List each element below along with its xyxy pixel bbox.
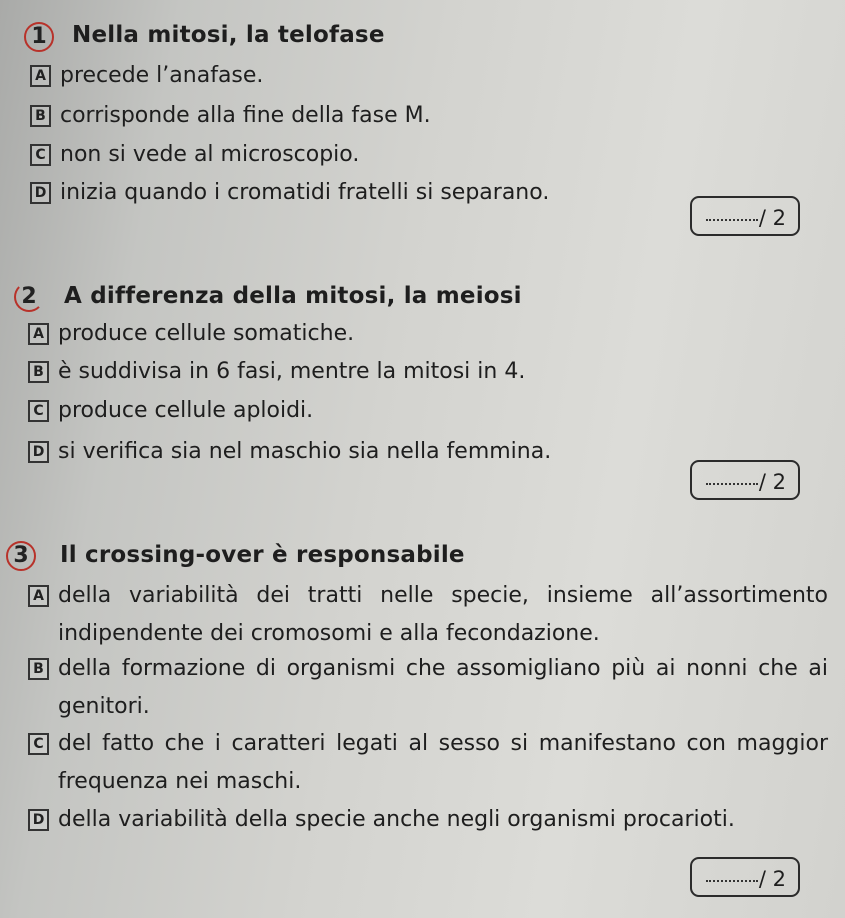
option-letter: D [30, 182, 51, 204]
score-box[interactable] [690, 196, 800, 236]
option-letter: A [28, 585, 49, 607]
option-text: della variabilità dei tratti nelle specie, insieme all’assortimento indipendente dei cromosomi e alla fecondazione. [58, 583, 828, 646]
score-total: / 2 [758, 867, 786, 891]
option-text: produce cellule somatiche. [58, 321, 355, 346]
option-text: non si vede al microscopio. [60, 142, 360, 167]
score-box[interactable] [690, 857, 800, 897]
option-letter: D [28, 441, 49, 463]
score-blank[interactable] [706, 483, 758, 485]
option-text: della formazione di organismi che assomigliano più ai nonni che ai genitori. [58, 656, 828, 719]
option-letter: C [30, 144, 51, 166]
question-title: A differenza della mitosi, la meiosi [64, 283, 522, 309]
question-number: 1 [24, 22, 54, 52]
score-blank[interactable] [706, 880, 758, 882]
score-blank[interactable] [706, 219, 758, 221]
score-box[interactable] [690, 460, 800, 500]
option-letter: B [28, 361, 49, 383]
option-letter: B [28, 658, 49, 680]
option-letter: A [28, 323, 49, 345]
option-letter: C [28, 400, 49, 422]
question-number: 3 [6, 541, 36, 571]
option-text: del fatto che i caratteri legati al sesso si manifestano con maggior frequenza nei maschi. [58, 731, 828, 794]
option-text: della variabilità della specie anche negli organismi procarioti. [58, 807, 735, 832]
question-title: Il crossing-over è responsabile [60, 542, 465, 568]
option-text: inizia quando i cromatidi fratelli si separano. [60, 180, 550, 205]
option-letter: B [30, 105, 51, 127]
question-title: Nella mitosi, la telofase [72, 22, 385, 48]
option-letter: A [30, 65, 51, 87]
option-letter: D [28, 809, 49, 831]
option-text: corrisponde alla fine della fase M. [60, 103, 431, 128]
option-text: produce cellule aploidi. [58, 398, 314, 423]
question-number: 2 [14, 282, 44, 312]
option-text: è suddivisa in 6 fasi, mentre la mitosi in 4. [58, 359, 526, 384]
score-total: / 2 [758, 470, 786, 494]
score-total: / 2 [758, 206, 786, 230]
option-text: si verifica sia nel maschio sia nella femmina. [58, 439, 552, 464]
option-text: precede l’anafase. [60, 63, 264, 88]
option-letter: C [28, 733, 49, 755]
